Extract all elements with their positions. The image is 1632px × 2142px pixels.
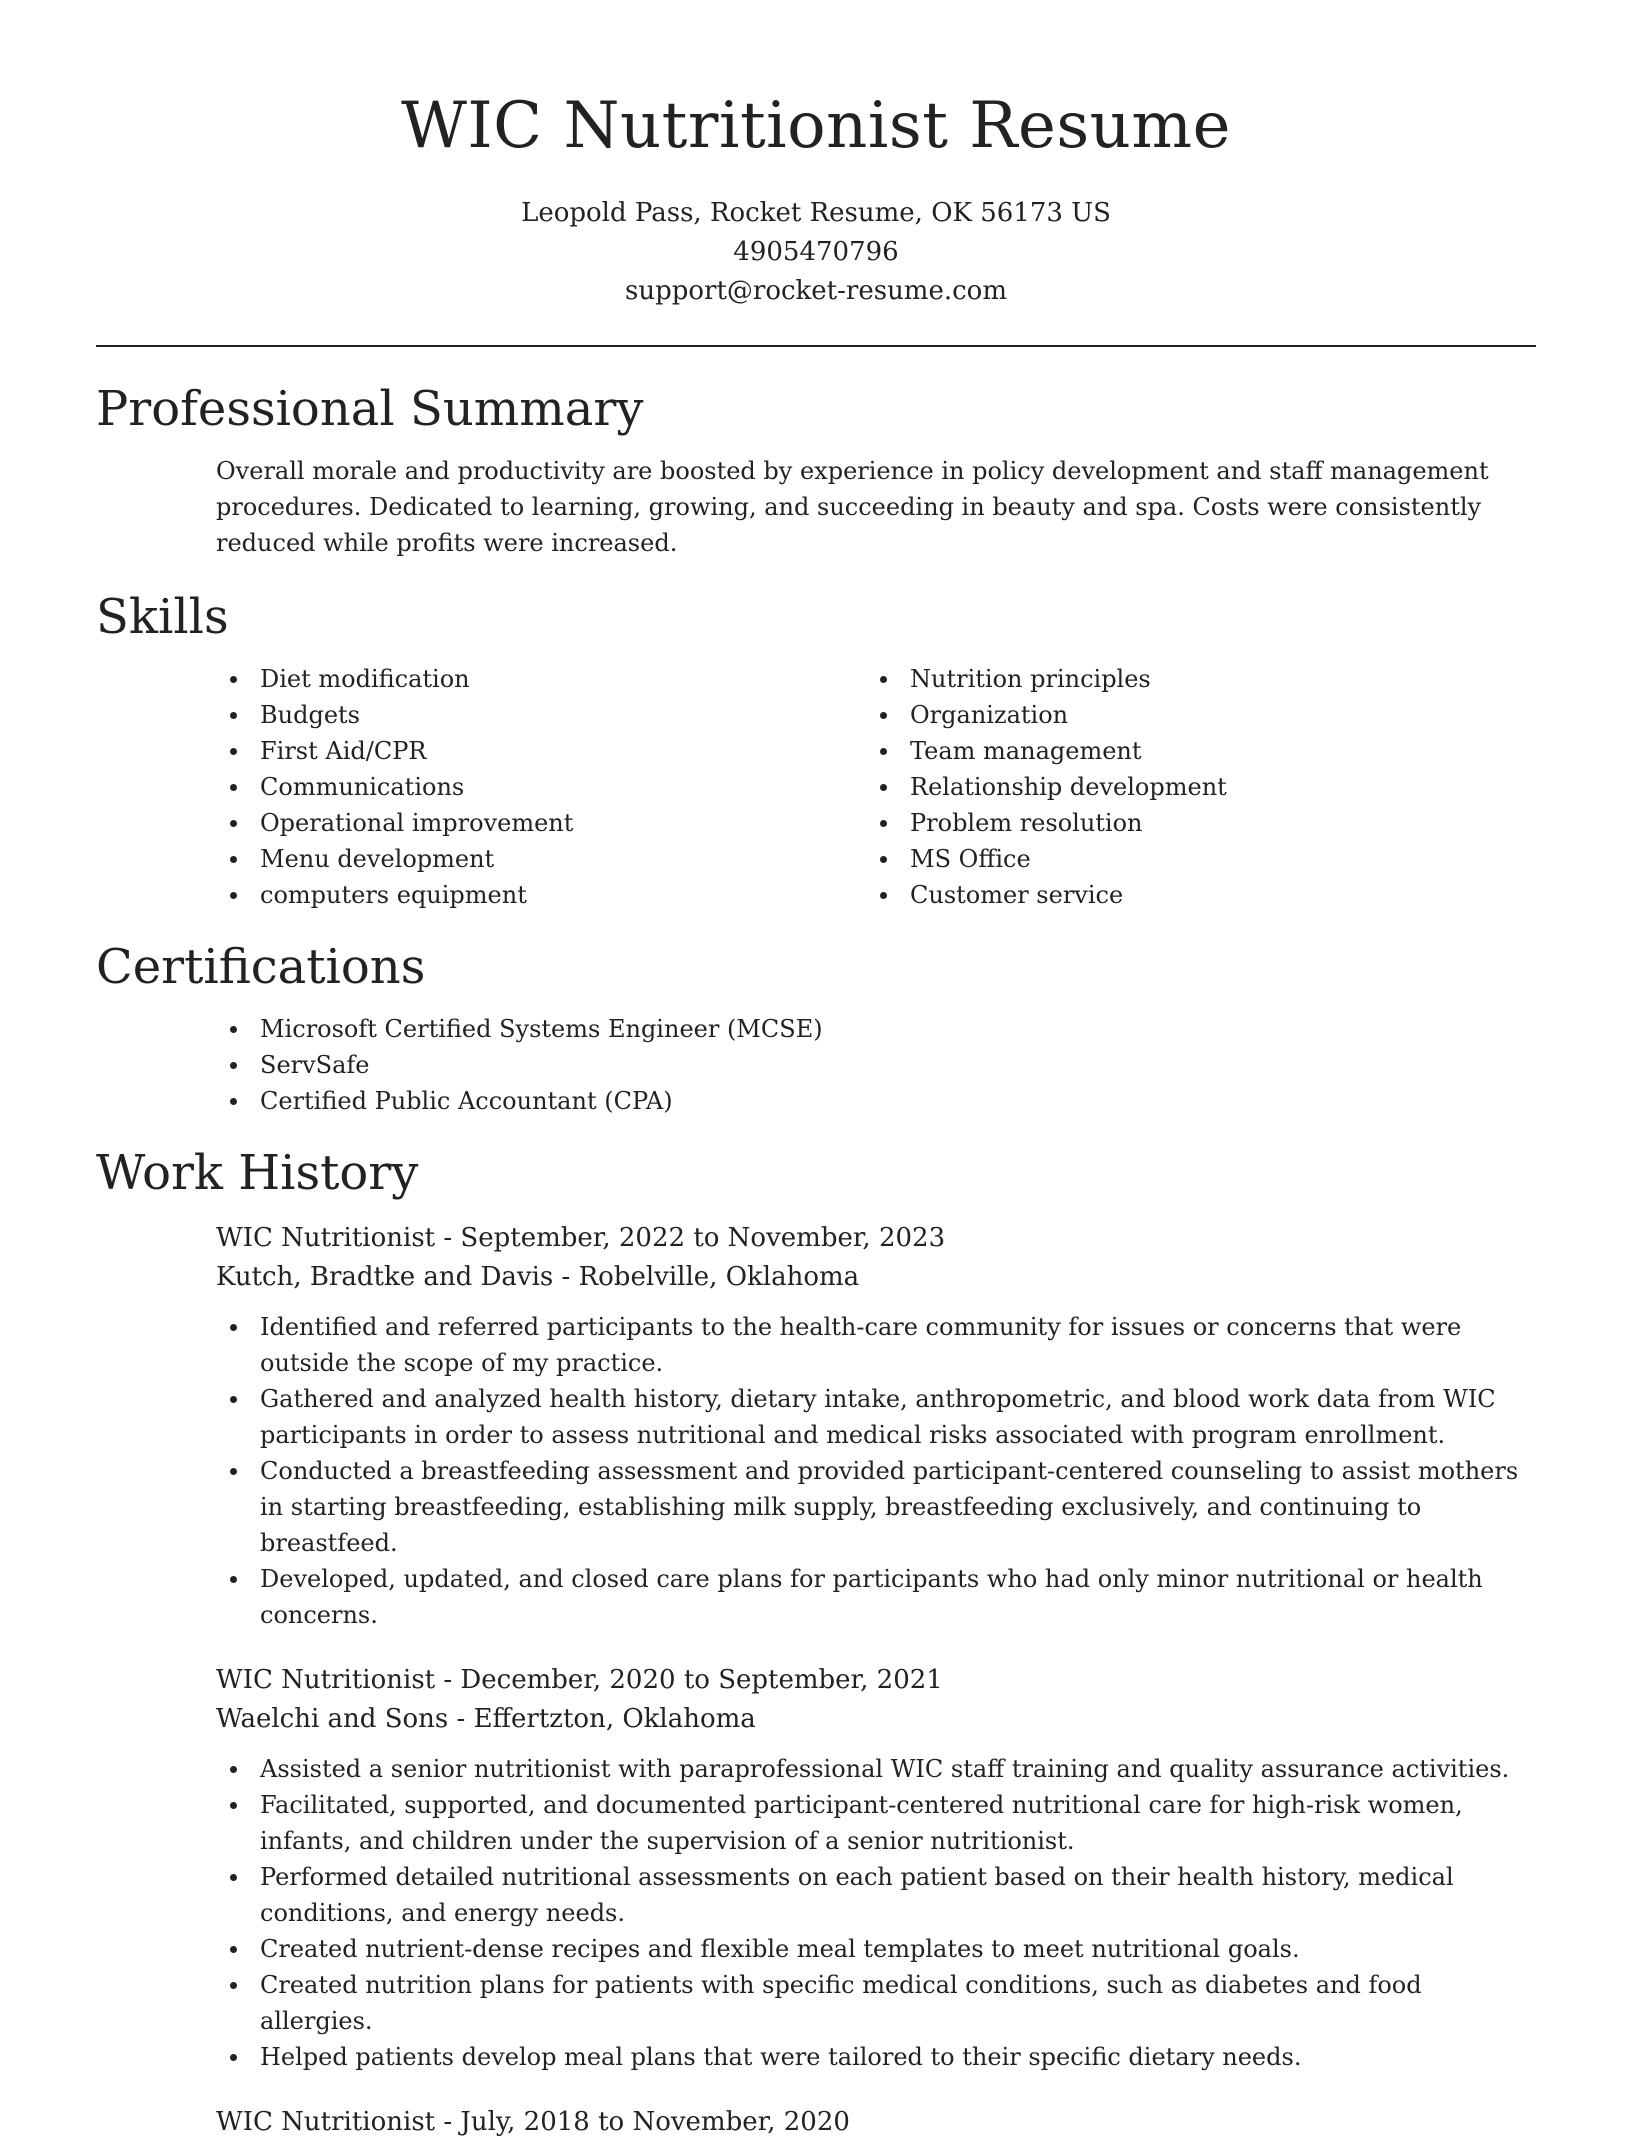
skill-item: Problem resolution (866, 805, 1516, 841)
summary-text: Overall morale and productivity are boosted by experience in policy development and staff management procedures. Dedicated to learning, growing, and succeeding in beauty and spa. Costs were consistently reduced while profits were increased. (216, 457, 1489, 557)
job-bullet: Developed, updated, and closed care plans for participants who had only minor nutritional or health concerns. (216, 1561, 1536, 1633)
work-history-section (96, 1219, 1536, 2142)
resume-page (96, 0, 1536, 2142)
work-history-heading: Work History (96, 1145, 419, 1201)
job-title-line: WIC Nutritionist - December, 2020 to September, 2021 (216, 1665, 943, 1695)
job-entry (216, 2103, 1536, 2142)
skill-item: First Aid/CPR (216, 733, 866, 769)
job-bullet: Helped patients develop meal plans that were tailored to their specific dietary needs. (216, 2039, 1536, 2075)
contact-address: Leopold Pass, Rocket Resume, OK 56173 US (521, 198, 1111, 228)
skill-item: Team management (866, 733, 1516, 769)
certifications-heading: Certifications (96, 939, 426, 995)
job-entry (216, 1661, 1536, 2075)
skill-item: Menu development (216, 841, 866, 877)
header-divider (96, 345, 1536, 347)
skill-item: Communications (216, 769, 866, 805)
job-title-line: WIC Nutritionist - September, 2022 to November, 2023 (216, 1223, 946, 1253)
summary-section (96, 453, 1536, 561)
job-company-line: Kutch, Bradtke and Davis - Robelville, Oklahoma (216, 1262, 860, 1292)
skill-item: computers equipment (216, 877, 866, 913)
job-bullet: Identified and referred participants to the health-care community for issues or concerns that were outside the scope of my practice. (216, 1309, 1536, 1381)
skill-item: Operational improvement (216, 805, 866, 841)
resume-header (96, 0, 1536, 311)
skill-item: MS Office (866, 841, 1516, 877)
job-bullet: Assisted a senior nutritionist with paraprofessional WIC staff training and quality assurance activities. (216, 1751, 1536, 1787)
job-bullet: Created nutrition plans for patients with specific medical conditions, such as diabetes and food allergies. (216, 1967, 1536, 2039)
certifications-list (216, 1011, 1536, 1119)
job-bullets (216, 1309, 1536, 1633)
contact-phone: 4905470796 (733, 237, 899, 267)
skill-item: Organization (866, 697, 1516, 733)
summary-heading: Professional Summary (96, 381, 644, 437)
skills-column-right (866, 661, 1516, 913)
job-title-line: WIC Nutritionist - July, 2018 to November, 2020 (216, 2107, 850, 2137)
contact-email: support@rocket-resume.com (624, 276, 1007, 306)
skill-item: Customer service (866, 877, 1516, 913)
certification-item: ServSafe (216, 1047, 1536, 1083)
job-bullet: Performed detailed nutritional assessments on each patient based on their health history, medical conditions, and energy needs. (216, 1859, 1536, 1931)
skills-column-left (216, 661, 866, 913)
resume-title: WIC Nutritionist Resume (401, 89, 1231, 163)
job-bullet: Gathered and analyzed health history, dietary intake, anthropometric, and blood work data from WIC participants in order to assess nutritional and medical risks associated with program enrollment. (216, 1381, 1536, 1453)
skill-item: Diet modification (216, 661, 866, 697)
skills-grid (96, 661, 1536, 913)
job-bullet: Created nutrient-dense recipes and flexible meal templates to meet nutritional goals. (216, 1931, 1536, 1967)
job-entry (216, 1219, 1536, 1633)
skill-item: Budgets (216, 697, 866, 733)
skill-item: Nutrition principles (866, 661, 1516, 697)
job-company-line: Waelchi and Sons - Effertzton, Oklahoma (216, 1704, 756, 1734)
certifications-section (96, 1011, 1536, 1119)
job-bullets (216, 1751, 1536, 2075)
job-bullet: Conducted a breastfeeding assessment and provided participant-centered counseling to assist mothers in starting breastfeeding, establishing milk supply, breastfeeding exclusively, and continuing to breastfeed. (216, 1453, 1536, 1561)
certification-item: Microsoft Certified Systems Engineer (MCSE) (216, 1011, 1536, 1047)
skills-heading: Skills (96, 589, 229, 645)
job-bullet: Facilitated, supported, and documented participant-centered nutritional care for high-risk women, infants, and children under the supervision of a senior nutritionist. (216, 1787, 1536, 1859)
skill-item: Relationship development (866, 769, 1516, 805)
certification-item: Certified Public Accountant (CPA) (216, 1083, 1536, 1119)
